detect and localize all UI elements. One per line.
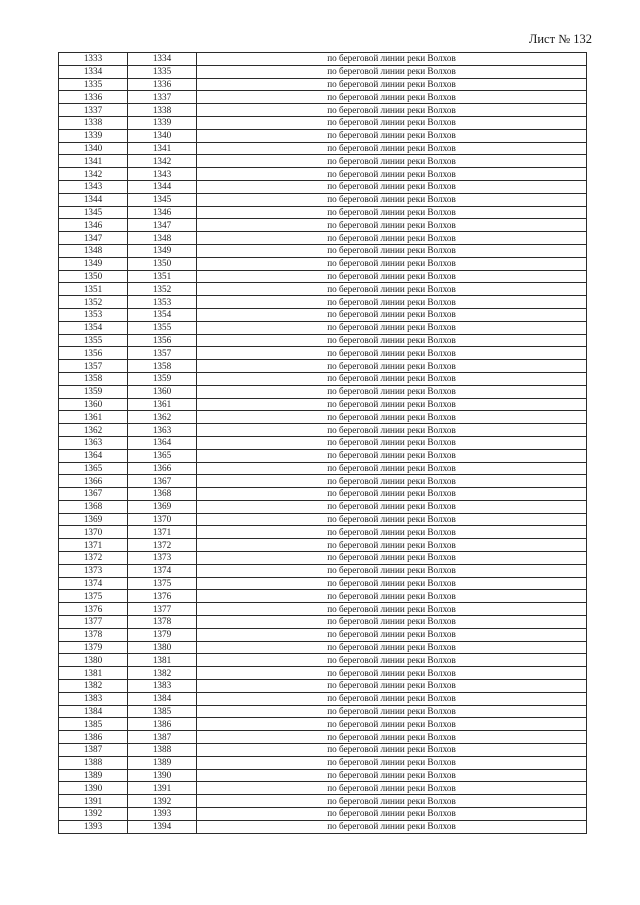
table-row — [59, 398, 587, 411]
table-row — [59, 296, 587, 309]
description-cell: по береговой линии реки Волхов — [197, 347, 587, 360]
from-point-cell: 1342 — [59, 168, 128, 181]
table-row — [59, 808, 587, 821]
description-cell: по береговой линии реки Волхов — [197, 372, 587, 385]
table-row — [59, 462, 587, 475]
to-point-cell: 1367 — [128, 475, 197, 488]
table-row — [59, 257, 587, 270]
to-point-cell: 1386 — [128, 718, 197, 731]
description-cell: по береговой линии реки Волхов — [197, 795, 587, 808]
table-row — [59, 436, 587, 449]
from-point-cell: 1369 — [59, 513, 128, 526]
description-cell: по береговой линии реки Волхов — [197, 616, 587, 629]
from-point-cell: 1375 — [59, 590, 128, 603]
to-point-cell: 1339 — [128, 116, 197, 129]
from-point-cell: 1336 — [59, 91, 128, 104]
table-row — [59, 244, 587, 257]
from-point-cell: 1364 — [59, 449, 128, 462]
to-point-cell: 1355 — [128, 321, 197, 334]
description-cell: по береговой линии реки Волхов — [197, 603, 587, 616]
table-row — [59, 526, 587, 539]
from-point-cell: 1351 — [59, 283, 128, 296]
to-point-cell: 1387 — [128, 731, 197, 744]
to-point-cell: 1385 — [128, 705, 197, 718]
from-point-cell: 1349 — [59, 257, 128, 270]
to-point-cell: 1372 — [128, 539, 197, 552]
table-row — [59, 116, 587, 129]
from-point-cell: 1370 — [59, 526, 128, 539]
table-row — [59, 641, 587, 654]
to-point-cell: 1365 — [128, 449, 197, 462]
description-cell: по береговой линии реки Волхов — [197, 436, 587, 449]
to-point-cell: 1361 — [128, 398, 197, 411]
from-point-cell: 1389 — [59, 769, 128, 782]
table-row — [59, 155, 587, 168]
description-cell: по береговой линии реки Волхов — [197, 756, 587, 769]
from-point-cell: 1334 — [59, 65, 128, 78]
table-row — [59, 129, 587, 142]
description-cell: по береговой линии реки Волхов — [197, 116, 587, 129]
description-cell: по береговой линии реки Волхов — [197, 577, 587, 590]
from-point-cell: 1374 — [59, 577, 128, 590]
from-point-cell: 1383 — [59, 692, 128, 705]
description-cell: по береговой линии реки Волхов — [197, 692, 587, 705]
description-cell: по береговой линии реки Волхов — [197, 564, 587, 577]
to-point-cell: 1376 — [128, 590, 197, 603]
description-cell: по береговой линии реки Волхов — [197, 782, 587, 795]
to-point-cell: 1390 — [128, 769, 197, 782]
table-row — [59, 616, 587, 629]
description-cell: по береговой линии реки Волхов — [197, 180, 587, 193]
table-row — [59, 360, 587, 373]
table-row — [59, 513, 587, 526]
table-row — [59, 65, 587, 78]
from-point-cell: 1339 — [59, 129, 128, 142]
to-point-cell: 1352 — [128, 283, 197, 296]
to-point-cell: 1340 — [128, 129, 197, 142]
from-point-cell: 1340 — [59, 142, 128, 155]
table-row — [59, 424, 587, 437]
to-point-cell: 1349 — [128, 244, 197, 257]
from-point-cell: 1393 — [59, 820, 128, 833]
description-cell: по береговой линии реки Волхов — [197, 539, 587, 552]
from-point-cell: 1378 — [59, 628, 128, 641]
table-row — [59, 308, 587, 321]
from-point-cell: 1344 — [59, 193, 128, 206]
table-row — [59, 347, 587, 360]
to-point-cell: 1334 — [128, 53, 197, 66]
description-cell: по береговой линии реки Волхов — [197, 142, 587, 155]
to-point-cell: 1354 — [128, 308, 197, 321]
description-cell: по береговой линии реки Волхов — [197, 65, 587, 78]
description-cell: по береговой линии реки Волхов — [197, 296, 587, 309]
description-cell: по береговой линии реки Волхов — [197, 129, 587, 142]
description-cell: по береговой линии реки Волхов — [197, 308, 587, 321]
from-point-cell: 1387 — [59, 744, 128, 757]
table-row — [59, 91, 587, 104]
to-point-cell: 1359 — [128, 372, 197, 385]
from-point-cell: 1348 — [59, 244, 128, 257]
from-point-cell: 1380 — [59, 654, 128, 667]
to-point-cell: 1338 — [128, 104, 197, 117]
from-point-cell: 1381 — [59, 667, 128, 680]
table-row — [59, 321, 587, 334]
description-cell: по береговой линии реки Волхов — [197, 53, 587, 66]
from-point-cell: 1358 — [59, 372, 128, 385]
to-point-cell: 1384 — [128, 692, 197, 705]
description-cell: по береговой линии реки Волхов — [197, 462, 587, 475]
description-cell: по береговой линии реки Волхов — [197, 808, 587, 821]
from-point-cell: 1341 — [59, 155, 128, 168]
description-cell: по береговой линии реки Волхов — [197, 257, 587, 270]
to-point-cell: 1393 — [128, 808, 197, 821]
description-cell: по береговой линии реки Волхов — [197, 385, 587, 398]
table-row — [59, 769, 587, 782]
table-row — [59, 539, 587, 552]
description-cell: по береговой линии реки Волхов — [197, 360, 587, 373]
table-row — [59, 193, 587, 206]
description-cell: по береговой линии реки Волхов — [197, 654, 587, 667]
from-point-cell: 1372 — [59, 552, 128, 565]
table-row — [59, 718, 587, 731]
description-cell: по береговой линии реки Волхов — [197, 820, 587, 833]
description-cell: по береговой линии реки Волхов — [197, 449, 587, 462]
table-row — [59, 53, 587, 66]
table-row — [59, 820, 587, 833]
from-point-cell: 1391 — [59, 795, 128, 808]
to-point-cell: 1342 — [128, 155, 197, 168]
table-row — [59, 628, 587, 641]
to-point-cell: 1344 — [128, 180, 197, 193]
to-point-cell: 1351 — [128, 270, 197, 283]
boundary-segments-table — [58, 52, 587, 834]
description-cell: по береговой линии реки Волхов — [197, 424, 587, 437]
from-point-cell: 1363 — [59, 436, 128, 449]
from-point-cell: 1346 — [59, 219, 128, 232]
to-point-cell: 1392 — [128, 795, 197, 808]
table-row — [59, 564, 587, 577]
description-cell: по береговой линии реки Волхов — [197, 667, 587, 680]
description-cell: по береговой линии реки Волхов — [197, 283, 587, 296]
table-row — [59, 270, 587, 283]
to-point-cell: 1364 — [128, 436, 197, 449]
description-cell: по береговой линии реки Волхов — [197, 641, 587, 654]
from-point-cell: 1335 — [59, 78, 128, 91]
description-cell: по береговой линии реки Волхов — [197, 168, 587, 181]
from-point-cell: 1371 — [59, 539, 128, 552]
table-row — [59, 782, 587, 795]
from-point-cell: 1354 — [59, 321, 128, 334]
to-point-cell: 1362 — [128, 411, 197, 424]
to-point-cell: 1389 — [128, 756, 197, 769]
description-cell: по береговой линии реки Волхов — [197, 552, 587, 565]
table-row — [59, 180, 587, 193]
table-row — [59, 795, 587, 808]
from-point-cell: 1359 — [59, 385, 128, 398]
to-point-cell: 1378 — [128, 616, 197, 629]
to-point-cell: 1388 — [128, 744, 197, 757]
description-cell: по береговой линии реки Волхов — [197, 91, 587, 104]
to-point-cell: 1366 — [128, 462, 197, 475]
from-point-cell: 1377 — [59, 616, 128, 629]
table-row — [59, 731, 587, 744]
description-cell: по береговой линии реки Волхов — [197, 526, 587, 539]
table-row — [59, 372, 587, 385]
from-point-cell: 1361 — [59, 411, 128, 424]
description-cell: по береговой линии реки Волхов — [197, 705, 587, 718]
to-point-cell: 1363 — [128, 424, 197, 437]
to-point-cell: 1347 — [128, 219, 197, 232]
to-point-cell: 1391 — [128, 782, 197, 795]
to-point-cell: 1357 — [128, 347, 197, 360]
to-point-cell: 1381 — [128, 654, 197, 667]
description-cell: по береговой линии реки Волхов — [197, 744, 587, 757]
table-row — [59, 142, 587, 155]
from-point-cell: 1337 — [59, 104, 128, 117]
from-point-cell: 1373 — [59, 564, 128, 577]
to-point-cell: 1369 — [128, 500, 197, 513]
from-point-cell: 1345 — [59, 206, 128, 219]
table-row — [59, 78, 587, 91]
to-point-cell: 1336 — [128, 78, 197, 91]
description-cell: по береговой линии реки Волхов — [197, 321, 587, 334]
description-cell: по береговой линии реки Волхов — [197, 590, 587, 603]
table-row — [59, 219, 587, 232]
from-point-cell: 1392 — [59, 808, 128, 821]
to-point-cell: 1360 — [128, 385, 197, 398]
from-point-cell: 1388 — [59, 756, 128, 769]
to-point-cell: 1375 — [128, 577, 197, 590]
sheet-number: Лист № 132 — [528, 32, 592, 46]
table-row — [59, 590, 587, 603]
table-row — [59, 283, 587, 296]
to-point-cell: 1350 — [128, 257, 197, 270]
table-row — [59, 603, 587, 616]
description-cell: по береговой линии реки Волхов — [197, 270, 587, 283]
from-point-cell: 1360 — [59, 398, 128, 411]
table-row — [59, 449, 587, 462]
from-point-cell: 1333 — [59, 53, 128, 66]
from-point-cell: 1365 — [59, 462, 128, 475]
to-point-cell: 1356 — [128, 334, 197, 347]
description-cell: по береговой линии реки Волхов — [197, 680, 587, 693]
description-cell: по береговой линии реки Волхов — [197, 411, 587, 424]
to-point-cell: 1394 — [128, 820, 197, 833]
description-cell: по береговой линии реки Волхов — [197, 500, 587, 513]
to-point-cell: 1374 — [128, 564, 197, 577]
from-point-cell: 1386 — [59, 731, 128, 744]
from-point-cell: 1382 — [59, 680, 128, 693]
table-row — [59, 385, 587, 398]
description-cell: по береговой линии реки Волхов — [197, 731, 587, 744]
from-point-cell: 1357 — [59, 360, 128, 373]
from-point-cell: 1362 — [59, 424, 128, 437]
to-point-cell: 1382 — [128, 667, 197, 680]
to-point-cell: 1345 — [128, 193, 197, 206]
to-point-cell: 1348 — [128, 232, 197, 245]
table-row — [59, 488, 587, 501]
to-point-cell: 1383 — [128, 680, 197, 693]
description-cell: по береговой линии реки Волхов — [197, 232, 587, 245]
description-cell: по береговой линии реки Волхов — [197, 513, 587, 526]
table-row — [59, 168, 587, 181]
description-cell: по береговой линии реки Волхов — [197, 155, 587, 168]
to-point-cell: 1343 — [128, 168, 197, 181]
to-point-cell: 1337 — [128, 91, 197, 104]
table-row — [59, 744, 587, 757]
table-row — [59, 654, 587, 667]
table-row — [59, 705, 587, 718]
from-point-cell: 1356 — [59, 347, 128, 360]
from-point-cell: 1368 — [59, 500, 128, 513]
from-point-cell: 1355 — [59, 334, 128, 347]
table-row — [59, 667, 587, 680]
from-point-cell: 1379 — [59, 641, 128, 654]
description-cell: по береговой линии реки Волхов — [197, 769, 587, 782]
table-row — [59, 334, 587, 347]
description-cell: по береговой линии реки Волхов — [197, 206, 587, 219]
table-row — [59, 500, 587, 513]
table-row — [59, 756, 587, 769]
from-point-cell: 1338 — [59, 116, 128, 129]
table-row — [59, 411, 587, 424]
to-point-cell: 1380 — [128, 641, 197, 654]
table-row — [59, 475, 587, 488]
description-cell: по береговой линии реки Волхов — [197, 628, 587, 641]
table-row — [59, 680, 587, 693]
to-point-cell: 1370 — [128, 513, 197, 526]
table-body — [59, 53, 587, 834]
to-point-cell: 1346 — [128, 206, 197, 219]
to-point-cell: 1353 — [128, 296, 197, 309]
to-point-cell: 1335 — [128, 65, 197, 78]
from-point-cell: 1385 — [59, 718, 128, 731]
table-row — [59, 552, 587, 565]
to-point-cell: 1358 — [128, 360, 197, 373]
to-point-cell: 1371 — [128, 526, 197, 539]
to-point-cell: 1379 — [128, 628, 197, 641]
description-cell: по береговой линии реки Волхов — [197, 244, 587, 257]
description-cell: по береговой линии реки Волхов — [197, 219, 587, 232]
description-cell: по береговой линии реки Волхов — [197, 78, 587, 91]
table-row — [59, 232, 587, 245]
to-point-cell: 1377 — [128, 603, 197, 616]
from-point-cell: 1384 — [59, 705, 128, 718]
from-point-cell: 1343 — [59, 180, 128, 193]
description-cell: по береговой линии реки Волхов — [197, 475, 587, 488]
to-point-cell: 1373 — [128, 552, 197, 565]
from-point-cell: 1353 — [59, 308, 128, 321]
from-point-cell: 1376 — [59, 603, 128, 616]
from-point-cell: 1367 — [59, 488, 128, 501]
table-row — [59, 206, 587, 219]
from-point-cell: 1352 — [59, 296, 128, 309]
description-cell: по береговой линии реки Волхов — [197, 718, 587, 731]
to-point-cell: 1368 — [128, 488, 197, 501]
table-row — [59, 577, 587, 590]
table-row — [59, 692, 587, 705]
from-point-cell: 1366 — [59, 475, 128, 488]
from-point-cell: 1350 — [59, 270, 128, 283]
description-cell: по береговой линии реки Волхов — [197, 488, 587, 501]
from-point-cell: 1347 — [59, 232, 128, 245]
description-cell: по береговой линии реки Волхов — [197, 104, 587, 117]
description-cell: по береговой линии реки Волхов — [197, 334, 587, 347]
description-cell: по береговой линии реки Волхов — [197, 193, 587, 206]
table-row — [59, 104, 587, 117]
description-cell: по береговой линии реки Волхов — [197, 398, 587, 411]
to-point-cell: 1341 — [128, 142, 197, 155]
from-point-cell: 1390 — [59, 782, 128, 795]
